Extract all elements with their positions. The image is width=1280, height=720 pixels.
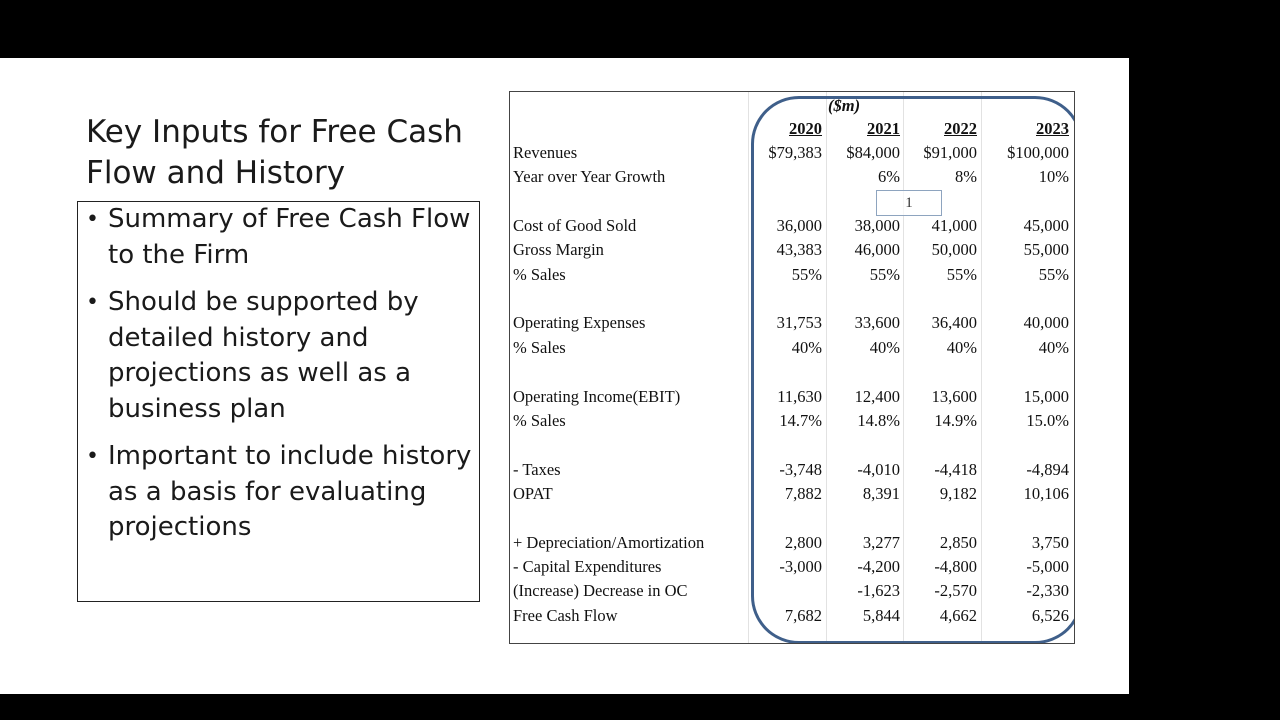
table-cell: 6,526	[1031, 605, 1069, 625]
table-cell: 11,630	[777, 386, 822, 406]
table-row	[510, 603, 1075, 627]
table-row	[510, 164, 1075, 188]
table-cell: 33,600	[854, 313, 900, 333]
cell-marker: 1	[876, 190, 942, 216]
row-label: - Taxes	[513, 459, 561, 479]
table-cell: 13,600	[931, 386, 977, 406]
table-cell: 9,182	[939, 483, 977, 503]
table-cell: -4,800	[934, 556, 977, 576]
bullet-text: Important to include history as a basis for evaluating projections	[108, 441, 472, 542]
table-cell: 6%	[878, 167, 900, 187]
row-label: % Sales	[513, 410, 566, 430]
table-cell: 3,277	[862, 532, 900, 552]
row-label: Year over Year Growth	[513, 167, 666, 187]
row-label: Revenues	[513, 143, 578, 162]
table-cell: 7,882	[784, 483, 822, 503]
table-cell: 46,000	[854, 240, 900, 260]
row-label: (Increase) Decrease in OC	[513, 581, 688, 601]
table-cell: 14.8%	[857, 410, 900, 430]
table-cell: 41,000	[931, 216, 977, 236]
table-cell: 36,000	[776, 216, 822, 236]
table-cell: 5,844	[862, 605, 900, 625]
table-cell: 14.9%	[934, 410, 977, 430]
row-label: Gross Margin	[513, 240, 604, 260]
table-cell: -4,418	[934, 459, 977, 479]
table-cell: -4,894	[1026, 459, 1069, 479]
row-label: OPAT	[513, 483, 553, 503]
table-cell: 55%	[946, 264, 977, 284]
table-row-blank	[510, 432, 1075, 456]
table-cell: 43,383	[776, 240, 822, 260]
table-cell: 55%	[1038, 264, 1069, 284]
bullet-text: Should be supported by detailed history and projections as well as a business plan	[108, 287, 419, 424]
table-cell: 40,000	[1023, 313, 1069, 333]
table-row	[510, 578, 1075, 602]
table-cell: 12,400	[854, 386, 900, 406]
bullet-item	[86, 202, 488, 273]
table-cell: 7,682	[784, 605, 822, 625]
table-cell: 15,000	[1023, 386, 1069, 406]
bullet-list-box	[77, 201, 480, 602]
year-header: 2021	[867, 119, 900, 138]
year-header: 2020	[789, 119, 822, 138]
table-cell: -2,570	[934, 581, 977, 601]
table-row	[510, 554, 1075, 578]
table-cell: 2,800	[784, 532, 822, 552]
table-cell: 3,750	[1031, 532, 1069, 552]
table-row-blank	[510, 286, 1075, 310]
slide	[0, 58, 1129, 694]
year-header: 2023	[1036, 119, 1069, 138]
table-cell: 10%	[1038, 167, 1069, 187]
table-row-blank	[510, 189, 1075, 213]
table-cell: 4,662	[939, 605, 977, 625]
table-cell: -4,010	[857, 459, 900, 479]
table-cell: 2,850	[939, 532, 977, 552]
table-row	[510, 140, 1075, 164]
table-row	[510, 384, 1075, 408]
table-cell: 8%	[955, 167, 977, 187]
table-cell: -5,000	[1026, 556, 1069, 576]
table-row	[510, 237, 1075, 261]
table-row	[510, 408, 1075, 432]
table-cell: -4,200	[857, 556, 900, 576]
row-label: Operating Income(EBIT)	[513, 386, 681, 406]
table-row	[510, 213, 1075, 237]
row-label: % Sales	[513, 337, 566, 357]
table-cell: $84,000	[846, 143, 900, 162]
row-label: - Capital Expenditures	[513, 556, 662, 576]
table-row-blank	[510, 505, 1075, 529]
table-cell: 10,106	[1023, 483, 1069, 503]
year-header: 2022	[944, 119, 977, 138]
table-cell: 38,000	[854, 216, 900, 236]
table-row	[510, 530, 1075, 554]
table-cell: 14.7%	[779, 410, 822, 430]
bullet-item	[86, 285, 488, 427]
row-label: + Depreciation/Amortization	[513, 532, 705, 552]
table-row	[510, 481, 1075, 505]
bullet-dot-icon: •	[86, 444, 99, 469]
table-row	[510, 262, 1075, 286]
header-row	[510, 116, 1075, 140]
row-label: % Sales	[513, 264, 566, 284]
slide-title: Key Inputs for Free Cash Flow and History	[86, 114, 463, 191]
bullet-dot-icon: •	[86, 290, 99, 315]
bullet-text: Summary of Free Cash Flow to the Firm	[108, 204, 471, 270]
unit-label: ($m)	[828, 96, 861, 115]
table-cell: $91,000	[923, 143, 977, 162]
table-cell: 40%	[791, 337, 822, 357]
table-cell: 55,000	[1023, 240, 1069, 260]
table-row	[510, 457, 1075, 481]
bullet-dot-icon: •	[86, 207, 99, 232]
table-cell: 31,753	[776, 313, 822, 333]
table-cell: 45,000	[1023, 216, 1069, 236]
bullet-item	[86, 439, 488, 546]
table-cell: 40%	[946, 337, 977, 357]
table-cell: -3,748	[779, 459, 822, 479]
table-cell: 55%	[791, 264, 822, 284]
table-cell: 36,400	[931, 313, 977, 333]
table-cell: 55%	[869, 264, 900, 284]
table-cell: 40%	[869, 337, 900, 357]
row-label: Cost of Good Sold	[513, 216, 637, 236]
table-cell: 15.0%	[1026, 410, 1069, 430]
table-cell: $100,000	[1007, 143, 1069, 162]
table-cell: 8,391	[862, 483, 900, 503]
table-cell: -3,000	[779, 556, 822, 576]
row-label: Free Cash Flow	[513, 605, 618, 625]
table-cell: 50,000	[931, 240, 977, 260]
table-row	[510, 335, 1075, 359]
table-row-blank	[510, 359, 1075, 383]
table-cell: 40%	[1038, 337, 1069, 357]
table-cell: -1,623	[857, 581, 900, 601]
table-row	[510, 310, 1075, 334]
spreadsheet-table	[509, 91, 1075, 644]
row-label: Operating Expenses	[513, 313, 646, 333]
table-cell: -2,330	[1026, 581, 1069, 601]
table-cell: $79,383	[768, 143, 822, 162]
